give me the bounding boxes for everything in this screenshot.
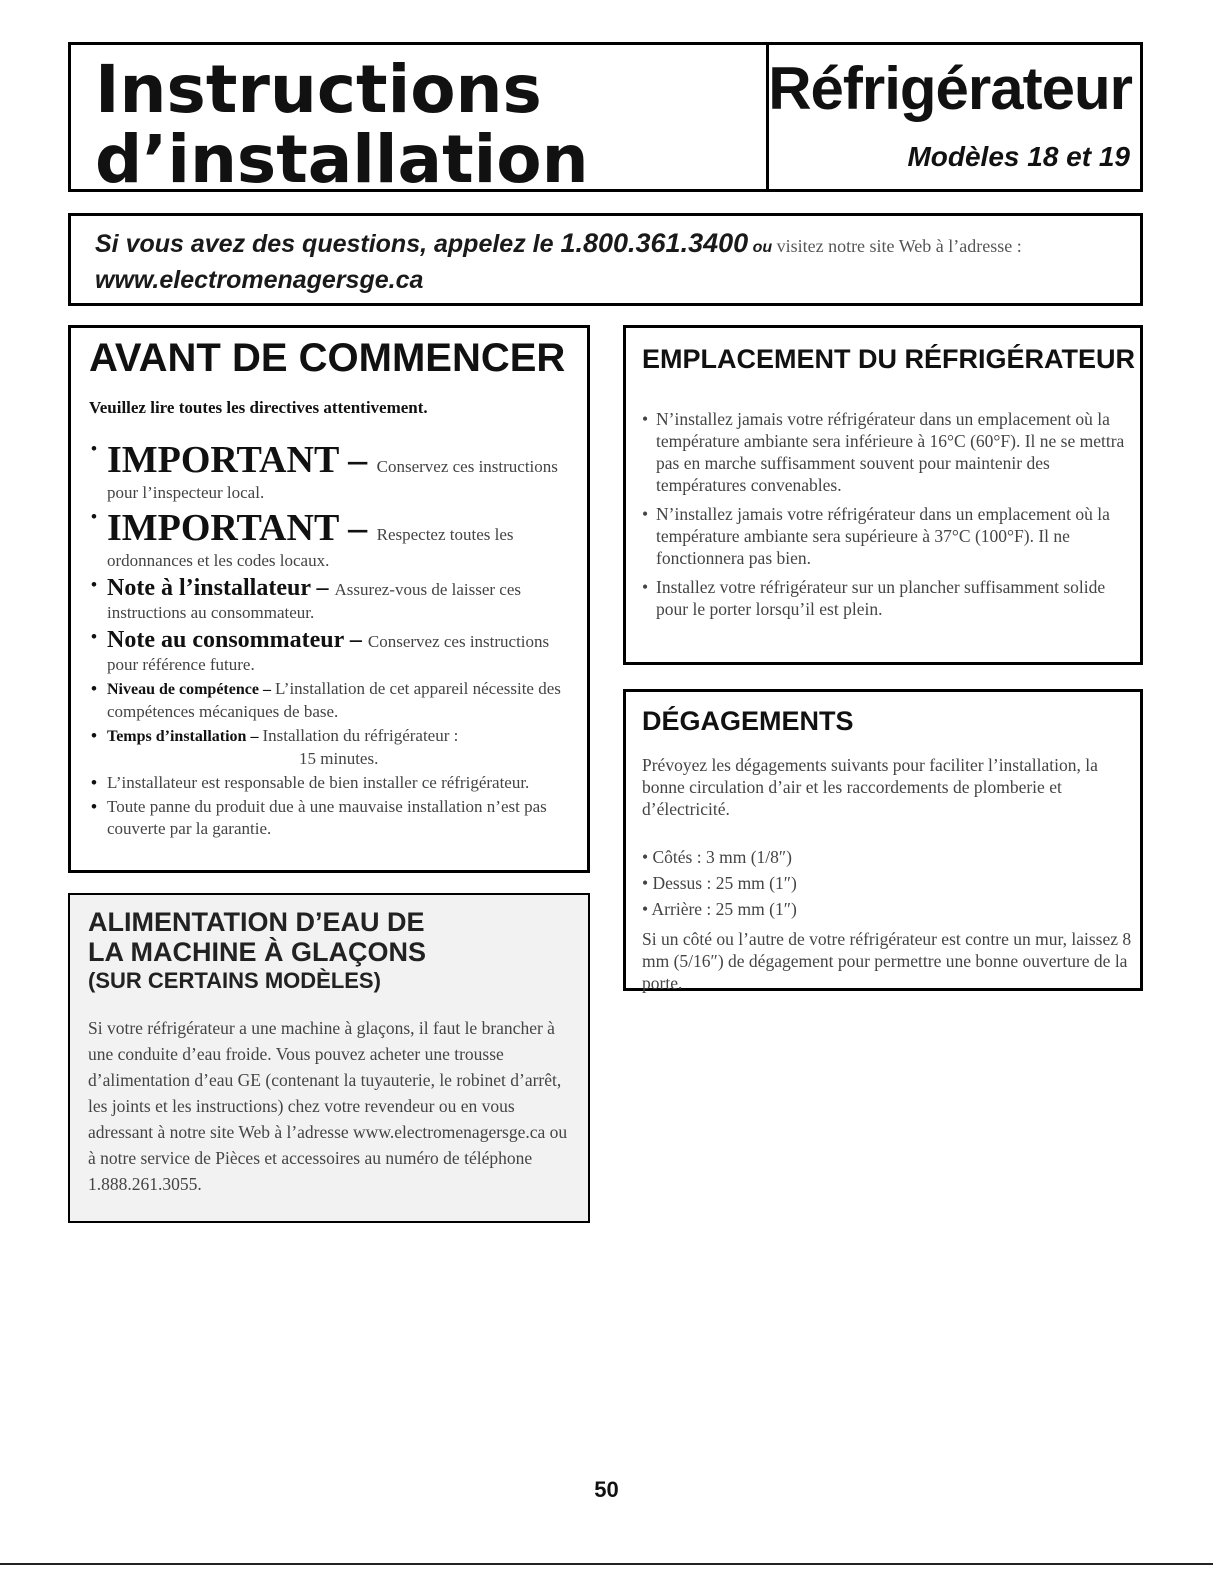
- list-item: [89, 678, 579, 723]
- item-sep: –: [310, 575, 335, 601]
- title-line-1: ALIMENTATION D’EAU DE: [88, 907, 425, 937]
- item-sep: –: [246, 728, 263, 745]
- item-label: Note au consommateur: [107, 627, 344, 653]
- item-text: L’installateur est responsable de bien installer ce réfrigérateur.: [107, 773, 530, 792]
- item-text: Assurez-vous de laisser ces instructions au consommateur.: [107, 580, 521, 622]
- item-text: Installation du réfrigérateur :: [262, 726, 459, 745]
- item-text: N’installez jamais votre réfrigérateur dans un emplacement où la température ambiante sera supérieure à 37°C (100°F). Il ne fonctionnera pas bien.: [656, 504, 1110, 568]
- item-sep: –: [258, 681, 275, 698]
- list-item: [89, 438, 579, 504]
- title-line-2: LA MACHINE À GLAÇONS: [88, 937, 426, 967]
- list-item: • Arrière : 25 mm (1″): [642, 899, 797, 919]
- list-item: • Dessus : 25 mm (1″): [642, 873, 797, 893]
- list-item: • Côtés : 3 mm (1/8″): [642, 847, 793, 867]
- section-avant-de-commencer: [68, 325, 590, 873]
- item-label: Niveau de compétence: [107, 681, 259, 698]
- list-item: [89, 506, 579, 572]
- contact-bar: [68, 213, 1143, 306]
- bullet-icon: •: [91, 439, 97, 458]
- list-item: [89, 796, 579, 840]
- degagements-list: [642, 844, 797, 922]
- contact-or: ou: [748, 239, 777, 256]
- section-title: AVANT DE COMMENCER: [89, 336, 566, 380]
- bullet-icon: •: [91, 507, 97, 526]
- bullet-icon: •: [642, 409, 649, 429]
- section-intro: Prévoyez les dégagements suivants pour faciliter l’installation, la bonne circulation d’air et les raccordements de plomberie et d’électricité.: [642, 755, 1098, 819]
- header-product-box: [766, 42, 1143, 192]
- item-text: Toute panne du produit due à une mauvaise installation n’est pas couverte par la garantie.: [107, 797, 547, 838]
- bullet-icon: •: [91, 773, 97, 792]
- section-title: EMPLACEMENT DU RÉFRIGÉRATEUR: [642, 344, 1136, 374]
- item-text: Respectez toutes les ordonnances et les codes locaux.: [107, 525, 514, 570]
- contact-website-link[interactable]: www.electromenagersge.ca: [95, 266, 424, 294]
- list-item: [642, 503, 1137, 569]
- bullet-icon: •: [91, 575, 97, 594]
- list-item: [642, 408, 1137, 496]
- contact-question: Si vous avez des questions, appelez le: [95, 230, 561, 258]
- bullet-icon: •: [91, 726, 97, 745]
- section-degagements: [623, 689, 1143, 991]
- list-item: [89, 725, 579, 770]
- avant-list: [89, 438, 579, 842]
- item-text: N’installez jamais votre réfrigérateur dans un emplacement où la température ambiante sera inférieure à 16°C (60°F). Il ne se mettra pas en marche suffisamment souvent pour maintenir des températures convenables.: [656, 409, 1125, 495]
- list-item: [89, 574, 579, 624]
- item-sep: –: [338, 507, 377, 549]
- item-label: Note à l’installateur: [107, 575, 311, 601]
- page-number: 50: [594, 1477, 619, 1502]
- bullet-icon: •: [91, 627, 97, 646]
- section-body: Si votre réfrigérateur a une machine à glaçons, il faut le brancher à une conduite d’eau froide. Vous pouvez acheter une trousse d’alimentation d’eau GE (contenant la tuyauterie, le robinet d’arrêt, les joints et les instructions) chez votre revendeur ou en vous adressant à notre site Web à l’adresse www.electromenagersge.ca ou à notre service de Pièces et accessoires au numéro de téléphone 1.888.261.3055.: [88, 1018, 568, 1194]
- models-label: Modèles 18 et 19: [907, 141, 1130, 172]
- title-line-1: Instructions: [95, 51, 542, 128]
- section-title: [88, 907, 426, 995]
- item-label: Temps d’installation: [107, 728, 247, 745]
- bottom-rule: [0, 1563, 1213, 1565]
- contact-line: [95, 228, 1022, 259]
- section-title: DÉGAGEMENTS: [642, 706, 854, 736]
- item-label: IMPORTANT: [107, 439, 339, 481]
- section-intro: Veuillez lire toutes les directives attentivement.: [89, 398, 428, 417]
- item-sep: –: [343, 627, 368, 653]
- contact-phone[interactable]: 1.800.361.3400: [560, 228, 749, 258]
- title-line-3: (SUR CERTAINS MODÈLES): [88, 968, 381, 993]
- contact-visit: visitez notre site Web à l’adresse :: [776, 236, 1022, 256]
- item-label: IMPORTANT: [107, 507, 339, 549]
- item-text: Installez votre réfrigérateur sur un plancher suffisamment solide pour le porter lorsqu’il est plein.: [656, 577, 1106, 619]
- item-text: Conservez ces instructions pour l’inspecteur local.: [107, 457, 558, 502]
- emplacement-list: [642, 408, 1137, 627]
- item-text: L’installation de cet appareil nécessite des compétences mécaniques de base.: [107, 679, 561, 721]
- list-item: [89, 626, 579, 676]
- bullet-icon: •: [642, 577, 649, 597]
- list-item: [642, 576, 1137, 620]
- bullet-icon: •: [91, 679, 97, 698]
- section-note: Si un côté ou l’autre de votre réfrigérateur est contre un mur, laissez 8 mm (5/16″) de dégagement pour permettre une bonne ouverture de la porte.: [642, 929, 1132, 993]
- item-sep: –: [338, 439, 377, 481]
- item-continuation: 15 minutes.: [299, 749, 379, 768]
- bullet-icon: •: [91, 797, 97, 816]
- list-item: [89, 772, 579, 794]
- bullet-icon: •: [642, 504, 649, 524]
- title-line-2: d’installation: [95, 121, 589, 198]
- section-alimentation-eau: [68, 893, 590, 1223]
- document-title: [95, 51, 589, 198]
- header-title-box: [68, 42, 766, 198]
- section-emplacement: [623, 325, 1143, 665]
- product-title: Réfrigérateur: [768, 55, 1132, 122]
- item-text: Conservez ces instructions pour référence future.: [107, 632, 550, 674]
